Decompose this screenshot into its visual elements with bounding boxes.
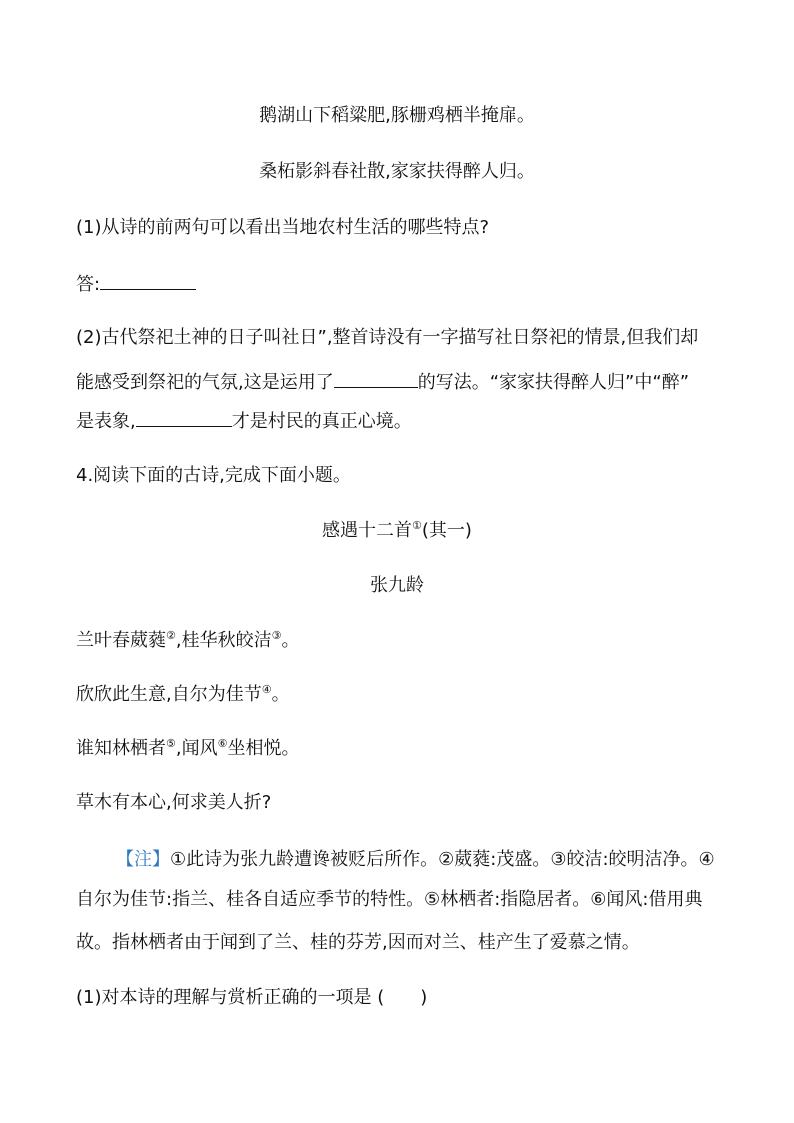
question-2-line-2	[76, 369, 689, 395]
poem-title-suffix: (其一)	[421, 520, 472, 541]
q2-text-c: 是表象,	[76, 411, 136, 432]
sub-question-1: (1)对本诗的理解与赏析正确的一项是 ( )	[76, 987, 428, 1008]
poem2-line-1	[76, 629, 299, 653]
q2-text-a: 能感受到祭祀的气氛,这是运用了	[76, 372, 334, 393]
footnote-mark-5: ⑤	[166, 737, 176, 750]
footnote-mark-3: ③	[271, 629, 282, 642]
question-2-line-1: (2)古代祭祀土神的日子叫社日”,整首诗没有一字描写社日祭祀的情景,但我们却	[76, 327, 699, 348]
poem2-line-2-b: 。	[271, 684, 290, 705]
poem2-line-3-c: 坐相悦。	[227, 738, 300, 759]
note-text-1: ①此诗为张九龄遭谗被贬后所作。②葳蕤:茂盛。③皎洁:皎明洁净。④	[170, 849, 715, 870]
poem2-line-1-a: 兰叶春葳蕤	[76, 630, 166, 651]
poem2-line-3-a: 谁知林栖者	[76, 738, 166, 759]
question-1: (1)从诗的前两句可以看出当地农村生活的哪些特点?	[76, 217, 490, 238]
poem2-line-2	[76, 683, 290, 707]
q2-text-d: 才是村民的真正心境。	[231, 411, 412, 432]
poem-line-3: 鹅湖山下稻粱肥,豚栅鸡栖半掩扉。	[259, 105, 535, 126]
answer-blank[interactable]	[100, 271, 196, 290]
q2-text-b: 的写法。“家家扶得醉人归”中“醉”	[417, 372, 690, 393]
poem-title	[0, 519, 794, 543]
footnote-mark-1: ①	[412, 519, 422, 532]
poem2-line-4: 草木有本心,何求美人折?	[76, 792, 272, 813]
footnote-mark-6: ⑥	[217, 737, 228, 750]
footnote-mark-2: ②	[166, 629, 176, 642]
poem2-line-1-c: 。	[281, 630, 300, 651]
note-line-2: 自尔为佳节:指兰、桂各自适应季节的特性。⑤林栖者:指隐居者。⑥闻风:借用典	[76, 889, 703, 910]
note-line-1	[116, 848, 715, 872]
poem-title-text: 感遇十二首	[322, 520, 413, 541]
question-2-line-3	[76, 408, 412, 434]
answer-label: 答:	[76, 274, 101, 295]
answer-1-row	[76, 271, 196, 297]
poem2-line-3	[76, 737, 299, 761]
note-line-3: 故。指林栖者由于闻到了兰、桂的芬芳,因而对兰、桂产生了爱慕之情。	[76, 932, 640, 953]
poem-line-4: 桑柘影斜春社散,家家扶得醉人归。	[259, 161, 535, 182]
q2-blank-1[interactable]	[334, 369, 418, 388]
poem-author: 张九龄	[370, 575, 424, 596]
note-tag: 【注】	[116, 849, 170, 870]
footnote-mark-4: ④	[261, 683, 272, 696]
poem2-line-1-b: ,桂华秋皎洁	[175, 630, 272, 651]
poem2-line-2-a: 欣欣此生意,自尔为佳节	[76, 684, 262, 705]
q2-blank-2[interactable]	[136, 408, 232, 427]
poem2-line-3-b: ,闻风	[175, 738, 218, 759]
question-4-heading: 4.阅读下面的古诗,完成下面小题。	[76, 465, 351, 486]
